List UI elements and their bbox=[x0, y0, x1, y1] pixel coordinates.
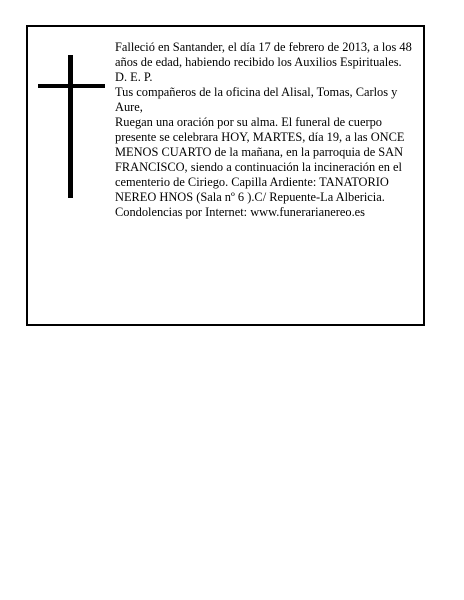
online-condolences: Condolencias por Internet: www.funerarianereo.es bbox=[115, 205, 366, 219]
funeral-details: Ruegan una oración por su alma. El funeral de cuerpo presente se celebrara HOY, MARTES, día 19, a las ONCE MENOS CUARTO de la mañana, en la parroquia de SAN FRANCISCO, siendo a continuación la incineración en el cementerio de Ciriego. Capilla Ardiente: TANATORIO NEREO HNOS (Sala nº 6 ).C/ Repuente-La Albericia. bbox=[115, 115, 405, 204]
cross-horizontal-bar bbox=[38, 84, 105, 88]
rest-in-peace: D. E. P. bbox=[115, 70, 153, 84]
death-announcement: Falleció en Santander, el día 17 de febrero de 2013, a los 48 años de edad, habiendo recibido los Auxilios Espirituales. bbox=[115, 40, 412, 69]
cross-vertical-bar bbox=[68, 55, 73, 198]
mourners: Tus compañeros de la oficina del Alisal, Tomas, Carlos y Aure, bbox=[115, 85, 398, 114]
obituary-text bbox=[115, 40, 415, 220]
obituary-notice bbox=[26, 25, 425, 326]
